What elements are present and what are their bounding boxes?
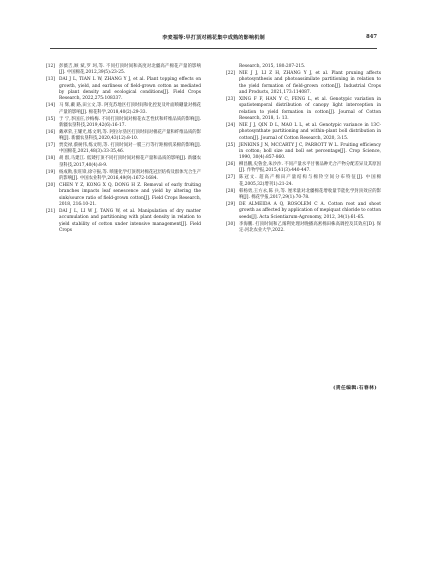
reference-text: DAI J L, LI W J, TANG W, et al. Manipulation of dry matter accumulation and partitioning with plant density in relation to yield stability of cotton under intensive management[J]. Field Crops <box>59 208 201 233</box>
reference-item <box>226 202 381 221</box>
reference-text: NIE J J, LI Z H, ZHANG Y J, et al. Plant pruning affects photosynthesis and photoassimilate partitioning in relation to the yield formation of field-grown cotton[J]. Industrial Crops and Products, 2021,173:114087. <box>239 70 381 95</box>
reference-item <box>226 71 381 96</box>
reference-item <box>46 77 201 102</box>
reference-text: XING F F, HAN Y C, FENG L, et al. Genotypic variation in spatiotemporal distribution of canopy light interception in relation to yield formation in cotton[J]. Journal of Cotton Research, 2018, 1: 13. <box>239 96 381 121</box>
reference-item <box>226 123 381 142</box>
reference-number: [21] <box>46 208 55 214</box>
reference-continuation: Research, 2015, 180:207-215. <box>239 64 306 69</box>
reference-item <box>226 189 381 202</box>
reference-number: [15] <box>46 116 55 122</box>
header-rule <box>50 48 377 49</box>
reference-text: 韩杨勇,王方永,陈 兵,等. 厘米量对北疆棉花增收量节能化学封顶效应的影响[J]. 棉花学报,2017,29(1):70-78. <box>239 188 381 201</box>
reference-number: [20] <box>46 182 55 188</box>
reference-number: [26] <box>226 162 235 168</box>
reference-item <box>226 143 381 162</box>
reference-text: 彭薇吉,顾 斌,罗 珂,等. 不同打顶时间和高度对北疆高产棉花产量的影响[J]. 中国棉花,2012,39(5):23-25. <box>59 64 201 76</box>
running-header <box>50 34 377 46</box>
reference-text: CHEN Y Z, KONG X Q, DONG H Z. Removal of early fruiting branches impacts leaf senescence and yield by altering the sink/source ratio of field-grown cotton[J]. Field Crops Research, 2018, 216:10-21. <box>59 182 201 207</box>
reference-text: 杨成勋,张旺锋,徐守振,等. 喷施化学打顶剂对棉花冠层结构及群体光合生产的影响[J]. 中国农业科学,2016,49(9):1672-1684. <box>59 169 201 181</box>
reference-number: [12] <box>46 64 55 69</box>
reference-text: 贾奕禄,蔡树伟,练文明,等. 打顶时间对一膜三行等行距棉机采棉的影响[J]. 中国棉花,2021,48(3):33-35,46. <box>59 143 201 155</box>
reference-number: [28] <box>226 188 235 194</box>
reference-item <box>226 97 381 122</box>
reference-item <box>46 130 201 143</box>
reference-text: 胡 群,马建江. 低矮打顶不同打顶时间对棉花产量和品质的影响[J]. 新疆农垦科技,2017,40(4):8-9. <box>59 156 201 168</box>
reference-item <box>46 170 201 183</box>
reference-item <box>46 117 201 130</box>
reference-item <box>46 156 201 169</box>
reference-text: 陈冠文. 超高产棉田产量结构与棉铃空间分布特征[J]. 中国棉花,2005,32(增刊1):21-24. <box>239 175 381 187</box>
reference-text: 马 辉,戴 路,田立文,等. 阿克苏地区打顶时间和化控复及叶面喷硼量对棉花产量的影响[J]. 棉花科学,2018,40(2):29-33. <box>59 103 201 115</box>
reference-number: [25] <box>226 142 235 148</box>
reference-item <box>226 222 381 235</box>
reference-item <box>46 143 201 156</box>
reference-number: [14] <box>46 103 55 109</box>
reference-text: 柳昌鹏,史鲁金,朱沙沙. 不同产量水平甘薯品种光合产物分配差异及其原因[J]. 作物学报,2015,41(3):440-447. <box>239 162 381 174</box>
editor-note: (责任编辑:石春林) <box>333 385 377 391</box>
reference-item <box>46 103 201 116</box>
reference-item <box>46 209 201 234</box>
reference-number: [17] <box>46 143 55 149</box>
reference-text: NIE J J, QIN D L, MAO L L, et al. Genotypic variance in 13C-photosynthate partitioning and within-plant boll distribution in cotton[J]. Journal of Cotton Research, 2020, 3:15. <box>239 122 381 141</box>
reference-number: [29] <box>226 201 235 207</box>
reference-text: 戴翠荣,王耀光,练文明,等. 阿拉尔垦区打顶时间对棉花产量和纤维品质的影响[J]. 新疆农垦科技,2020,43(12):8-10. <box>59 129 201 142</box>
reference-number: [23] <box>226 96 235 102</box>
page-number: 847 <box>366 34 377 40</box>
running-title: 李麦福等:早打顶对棉花集中成熟的影响机制 <box>162 35 265 41</box>
reference-text: JENKINS J N, MCCARTY J C, PARROTT W L. Fruiting efficiency in cotton; boll size and boll set percentage[J]. Crop Science, 1990, 30(4):857-860. <box>239 142 381 161</box>
reference-number: [13] <box>46 77 55 83</box>
reference-item <box>226 175 381 188</box>
reference-item <box>46 183 201 208</box>
reference-number: [24] <box>226 122 235 128</box>
reference-item <box>46 64 201 77</box>
reference-text: DE ALMEIDA A Q, ROSOLEM C A. Cotton root and shoot growth as affected by application of mepiquat chloride to cotton seeds[J]. Acta Scientiarum-Agronomy, 2012, 34(1):61-65. <box>239 201 381 220</box>
reference-text: 于 宁,李国庄,沙梅梅. 不同打顶时间对棉花农艺性状和纤维品质的影响[J]. 新疆农垦科技,2019,42(6):16-17. <box>59 116 201 128</box>
reference-number: [19] <box>46 169 55 175</box>
reference-number: [18] <box>46 156 55 162</box>
reference-number: [22] <box>226 70 235 76</box>
reference-text: DAI J L, TIAN L W, ZHANG Y J, et al. Plant topping effects on growth, yield, and earliness of field-grown cotton as mediated by plant density and ecological conditions[J]. Field Crops Research, 2022,275:108337. <box>59 77 201 102</box>
reference-number: [27] <box>226 175 235 181</box>
reference-number: [16] <box>46 129 55 135</box>
reference-number: [30] <box>226 221 235 227</box>
references-right-column <box>226 64 381 235</box>
reference-text: 李海鹏. 打顶时间和乙烯利处理对晚播高密棉田株高调控及其效应[D]. 保定:河北农业大学,2022. <box>239 221 381 233</box>
reference-item <box>226 162 381 175</box>
references-left-column <box>46 64 201 235</box>
